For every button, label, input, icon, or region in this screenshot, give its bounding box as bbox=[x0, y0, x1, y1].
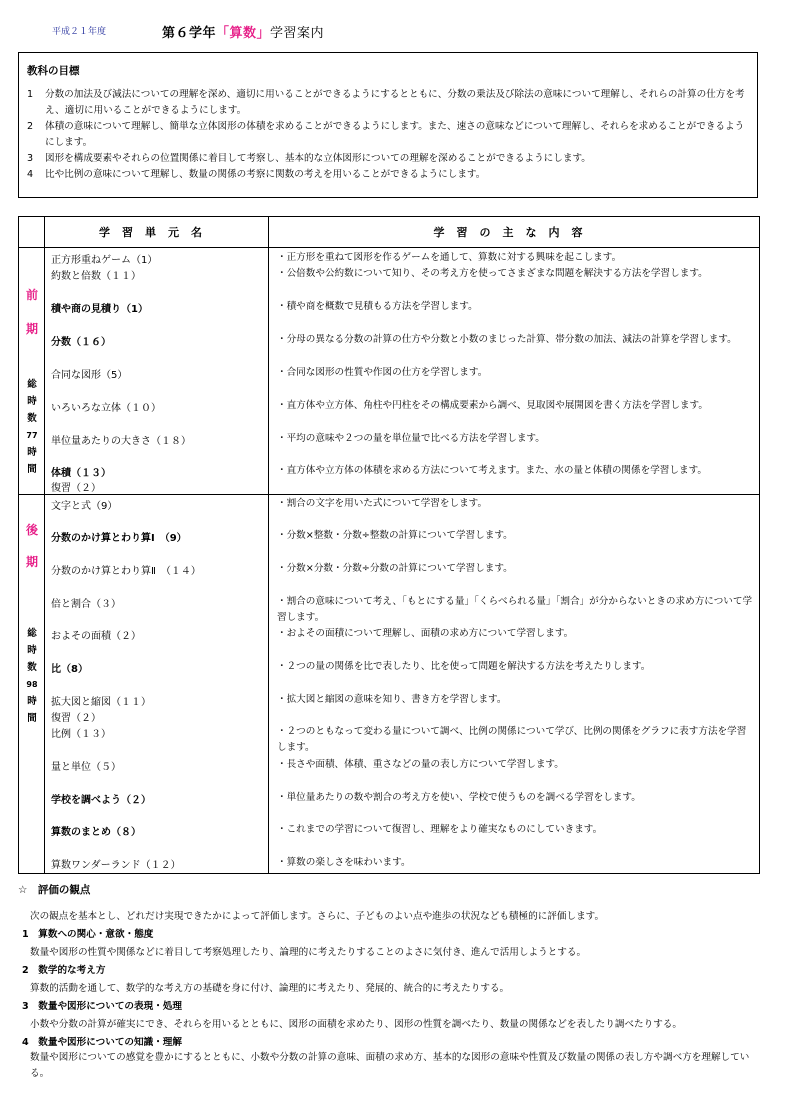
unit-content: ・分母の異なる分数の計算の仕方や分数と小数のまじった計算、帯分数の加法、減法の計算を学習します。 bbox=[277, 334, 737, 345]
unit-content: ・算数の楽しさを味わいます。 bbox=[277, 857, 411, 868]
hours-char: 総 bbox=[27, 379, 37, 390]
page-header bbox=[0, 22, 795, 40]
goal-number: 1 bbox=[27, 89, 34, 100]
unit-content: ・２つの量の関係を比で表したり、比を使って問題を解決する方法を考えたりします。 bbox=[277, 661, 651, 672]
evaluation-item-title: 1 算数への関心・意欲・態度 bbox=[22, 929, 154, 940]
term1-label-cell bbox=[19, 248, 45, 495]
content-header: 学習の主な内容 bbox=[269, 217, 760, 248]
unit-content: ・公倍数や公約数について知り、その考え方を使ってさまざまな問題を解決する方法を学習します。 bbox=[277, 268, 708, 279]
unit-content: ・分数×分数・分数÷分数の計算について学習します。 bbox=[277, 563, 513, 574]
hours-char: 間 bbox=[27, 713, 37, 724]
unit-name: 学校を調べよう（２） bbox=[51, 795, 151, 806]
hours-char: 98 bbox=[26, 680, 38, 689]
evaluation-item-text: 算数的活動を通して、数学的な考え方の基礎を身に付け、論理的に考えたり、発展的、統合的に考えたりする。 bbox=[30, 983, 510, 994]
term1-units-cell bbox=[45, 248, 269, 495]
unit-name: 合同な図形（5） bbox=[51, 370, 128, 381]
evaluation-item-text: 数量や図形についての感覚を豊かにするとともに、小数や分数の計算の意味、面積の求め方、基本的な図形の意味や性質及び数量の関係の表し方や調べ方を理解している。 bbox=[30, 1052, 750, 1079]
unit-content: ・直方体や立方体、角柱や円柱をその構成要素から調べ、見取図や展開図を書く方法を学習します。 bbox=[277, 400, 708, 411]
term2-name-bottom: 期 bbox=[25, 555, 38, 569]
evaluation-heading: ☆ 評価の観点 bbox=[18, 884, 91, 896]
goal-number: 4 bbox=[27, 169, 34, 180]
page-title bbox=[162, 22, 324, 41]
goals-heading: 教科の目標 bbox=[27, 65, 80, 77]
evaluation-item-title: 3 数量や図形についての表現・処理 bbox=[22, 1001, 182, 1012]
unit-content: ・２つのともなって変わる量について調べ、比例の関係について学び、比例の関係をグラフに表す方法を学習します。 bbox=[277, 726, 747, 753]
title-subject: 「算数」 bbox=[216, 26, 271, 41]
evaluation-item-title: 2 数学的な考え方 bbox=[22, 965, 106, 976]
evaluation-item-title: 4 数量や図形についての知識・理解 bbox=[22, 1037, 182, 1048]
term1-name-top: 前 bbox=[25, 288, 38, 302]
unit-content: ・直方体や立方体の体積を求める方法について考えます。また、水の量と体積の関係を学習します。 bbox=[277, 465, 707, 476]
unit-name: 積や商の見積り（1） bbox=[51, 304, 148, 315]
term2-name-top: 後 bbox=[25, 523, 38, 537]
unit-name: 比（8） bbox=[51, 664, 88, 675]
term2-hours bbox=[19, 625, 45, 727]
unit-name: 算数のまとめ（８） bbox=[51, 827, 141, 838]
goal-item bbox=[27, 87, 751, 119]
hours-char: 間 bbox=[27, 464, 37, 475]
unit-name: 算数ワンダーランド（１２） bbox=[51, 860, 181, 871]
evaluation-item-text: 小数や分数の計算が確実にでき、それらを用いるとともに、図形の面積を求めたり、図形の性質を調べたり、数量の関係などを表したり調べたりする。 bbox=[30, 1019, 682, 1030]
hours-char: 77 bbox=[26, 431, 38, 440]
title-suffix: 学習案内 bbox=[270, 26, 325, 41]
hours-char: 数 bbox=[27, 662, 37, 673]
unit-name: 復習（２） bbox=[51, 483, 101, 494]
goal-item bbox=[27, 151, 751, 167]
term2-units-cell bbox=[45, 495, 269, 874]
hours-char: 総 bbox=[27, 628, 37, 639]
term1-name-bottom: 期 bbox=[25, 322, 38, 336]
table-header-row bbox=[19, 217, 760, 248]
unit-name: いろいろな立体（１０） bbox=[51, 403, 161, 414]
unit-content: ・単位量あたりの数や割合の考え方を使い、学校で使うものを調べる学習をします。 bbox=[277, 792, 641, 803]
unit-name-header: 学習単元名 bbox=[45, 217, 269, 248]
unit-content: ・長さや面積、体積、重さなどの量の表し方について学習します。 bbox=[277, 759, 564, 770]
goal-number: 3 bbox=[27, 153, 34, 164]
unit-content: ・拡大図と縮図の意味を知り、書き方を学習します。 bbox=[277, 694, 507, 705]
goal-text: 体積の意味について理解し、簡単な立体図形の体積を求めることができるようにします。また、速さの意味などについて理解し、それらを求めることができるようにします。 bbox=[45, 121, 745, 148]
unit-name: 分数（１６） bbox=[51, 337, 111, 348]
unit-content: ・割合の文字を用いた式について学習をします。 bbox=[277, 498, 488, 509]
hours-char: 時 bbox=[27, 396, 37, 407]
unit-content: ・平均の意味や２つの量を単位量で比べる方法を学習します。 bbox=[277, 433, 545, 444]
unit-name: 比例（１３） bbox=[51, 729, 111, 740]
term2-content-cell bbox=[269, 495, 760, 874]
term2-label-cell bbox=[19, 495, 45, 874]
unit-name: およその面積（２） bbox=[51, 631, 141, 642]
unit-content: ・これまでの学習について復習し、理解をより確実なものにしていきます。 bbox=[277, 824, 603, 835]
unit-content: ・およその面積について理解し、面積の求め方について学習します。 bbox=[277, 628, 574, 639]
goal-text: 図形を構成要素やそれらの位置関係に着目して考察し、基本的な立体図形についての理解を深めることができるようにします。 bbox=[45, 153, 591, 164]
evaluation-intro: 次の観点を基本とし、どれだけ実現できたかによって評価します。さらに、子どものよい点や進歩の状況なども積極的に評価します。 bbox=[30, 911, 605, 922]
goal-item bbox=[27, 167, 751, 183]
unit-content: ・割合の意味について考え、「もとにする量」「くらべられる量」「割合」が分からないときの求め方について学習します。 bbox=[277, 596, 753, 623]
unit-name: 正方形重ねゲーム（1） bbox=[51, 255, 158, 266]
unit-content: ・合同な図形の性質や作図の仕方を学習します。 bbox=[277, 367, 488, 378]
unit-name: 体積（１３） bbox=[51, 468, 111, 479]
unit-content: ・積や商を概数で見積もる方法を学習します。 bbox=[277, 301, 478, 312]
unit-name: 分数のかけ算とわり算Ⅱ （１４） bbox=[51, 566, 201, 577]
hours-char: 数 bbox=[27, 413, 37, 424]
unit-content: ・分数×整数・分数÷整数の計算について学習します。 bbox=[277, 530, 513, 541]
title-grade: 第６学年 bbox=[162, 26, 217, 41]
unit-name: 復習（２） bbox=[51, 713, 101, 724]
evaluation-item-text: 数量や図形の性質や関係などに着目して考察処理したり、論理的に考えたりすることのよさに気付き、進んで活用しようとする。 bbox=[30, 947, 587, 958]
hours-char: 時 bbox=[27, 645, 37, 656]
unit-name: 倍と割合（３） bbox=[51, 599, 121, 610]
goal-item bbox=[27, 119, 751, 151]
subject-goals-box bbox=[18, 52, 758, 198]
hours-char: 時 bbox=[27, 447, 37, 458]
term2-row bbox=[19, 495, 760, 874]
hours-char: 時 bbox=[27, 696, 37, 707]
unit-name: 量と単位（５） bbox=[51, 762, 121, 773]
unit-name: 分数のかけ算とわり算Ⅰ （9） bbox=[51, 533, 187, 544]
unit-name: 文字と式（9） bbox=[51, 501, 118, 512]
term1-row bbox=[19, 248, 760, 495]
unit-name: 拡大図と縮図（１１） bbox=[51, 697, 151, 708]
term1-content-cell bbox=[269, 248, 760, 495]
term1-hours bbox=[19, 376, 45, 478]
goal-number: 2 bbox=[27, 121, 34, 132]
goal-text: 分数の加法及び減法についての理解を深め、適切に用いることができるようにするとともに、分数の乗法及び除法の意味について理解し、それらの計算の仕方を考え、適切に用いることができるようにします。 bbox=[45, 89, 745, 116]
units-table bbox=[18, 216, 760, 874]
goal-text: 比や比例の意味について理解し、数量の関係の考察に関数の考えを用いることができるようにします。 bbox=[45, 169, 486, 180]
unit-name: 約数と倍数（１１） bbox=[51, 271, 141, 282]
unit-content: ・正方形を重ねて図形を作るゲームを通して、算数に対する興味を起こします。 bbox=[277, 252, 622, 263]
term-header-cell bbox=[19, 217, 45, 248]
school-year: 平成２１年度 bbox=[52, 27, 107, 37]
unit-name: 単位量あたりの大きさ（１８） bbox=[51, 436, 191, 447]
